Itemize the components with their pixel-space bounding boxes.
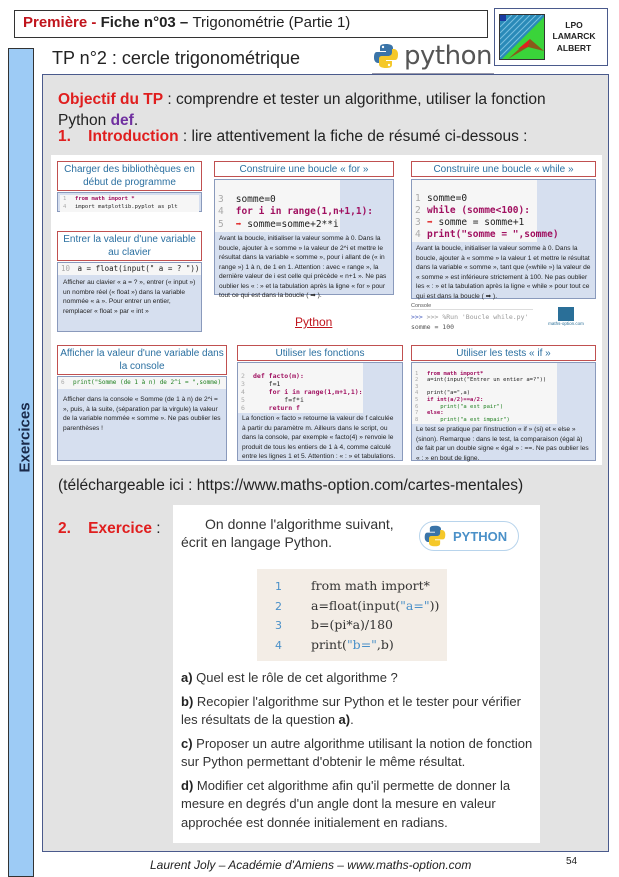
summary-sheet	[51, 155, 602, 465]
introduction-heading: 1. Introduction : lire attentivement la fiche de résumé ci-dessous :	[58, 128, 528, 145]
level-label: Première	[23, 14, 88, 31]
python-badge	[419, 521, 519, 551]
console-command: >>> %Run 'Boucle while.py'	[426, 313, 529, 321]
python-snake-icon	[372, 42, 400, 70]
exercise-questions	[181, 669, 536, 837]
card-desc-while: Avant la boucle, initialiser la valeur somme à 0. Dans la boucle, ajouter à « somme » la valeur 1 et mettre le résultat dans la variable « somme », tant que («while ») la valeur de « somme » est inférieure strictement à 100. Ne pas oublier les « : » et la tabulation après la ligne « while » pour tout ce qui est dans la boucle ( ➡ ).	[416, 245, 591, 300]
main-panel	[42, 74, 609, 852]
question-a: a) Quel est le rôle de cet algorithme ?	[181, 670, 398, 685]
school-name-line2: ALBERT	[556, 42, 592, 53]
def-keyword: def	[110, 112, 134, 129]
card-desc-print: Afficher dans la console « Somme (de 1 à n) de 2^i = », puis, à la suite, (séparation par la virgule) la valeur de la variable nommée « somme ». Ne pas oublier les parenthèses !	[63, 396, 221, 432]
exercise-panel	[173, 505, 540, 843]
card-body-libraries: 1 from math import * 4 import matplotlib.pyplot as plt	[57, 192, 202, 212]
tp-title: TP n°2 : cercle trigonométrique	[52, 48, 300, 68]
card-body-while: 1 somme=0 2 while (somme<100): 3 ➡ somme = somme+1 4 print("somme = ",somme) Avant la boucle, initialiser la valeur somme à 0. Dans la boucle, ajouter à « somme » la valeur 1 et mettre le résultat dans la variable « somme », tant que («while ») la valeur de « somme » est inférieure strictement à 100. Ne pas oublier les « : » et la tabulation après la ligne « while » pour tout ce qui est dans la boucle ( ➡ ).	[411, 179, 596, 299]
python-logo	[372, 38, 494, 74]
card-title-for: Construire une boucle « for »	[214, 161, 394, 177]
card-desc-functions: La fonction « facto » retourne la valeur de f calculée à partir du paramètre m. Ailleurs dans le script, ou dans la console, par exemple « facto(4) » renvoie le produit de tous les entiers de 1 à 4, comme calculé entre les lignes 1 et 5. Attention : « : » et tabulations.	[242, 415, 396, 460]
school-name-line1: LPO LAMARCK	[552, 20, 596, 42]
introduction-label: Introduction	[88, 128, 179, 145]
card-body-functions: 2 def facto(m): 3 f=1 4 for i in range(1,m+1,1): 5 f=f*i 6 return f La fonction « facto » retourne la valeur de f calculée à partir du paramètre m. Ailleurs dans le script, ou dans la console, par exemple « facto(4) » renvoie le produit de tous les entiers de 1 à 4, comme calculé entre les lignes 1 et 5. Attention : « : » et tabulations.	[237, 362, 403, 461]
sidebar-label: Exercices	[16, 402, 34, 473]
exercise-intro: On donne l'algorithme suivant, écrit en langage Python.	[181, 516, 394, 550]
tab-arrow-icon: ➡	[427, 217, 433, 228]
card-title-while: Construire une boucle « while »	[411, 161, 596, 177]
card-desc-if: Le test se pratique par l'instruction « if » (si) et « else » (sinon). Remarque : dans le test, la comparaison (égal à) de fait par un double signe « égal » : ==. Ne pas oublier les « : » en bout de ligne.	[416, 426, 589, 462]
objective-label: Objectif du TP	[58, 91, 164, 108]
exercise-heading: 2. Exercice :	[58, 520, 161, 537]
card-body-input: 10 a = float(input(" a = ? ")) Afficher au clavier « a = ? », entrer (« input ») un nombre réel (« float ») dans la variable nommée « a ». Pour entrer un entier, remplacer « float » par « int »	[57, 262, 202, 332]
footer-credit: Laurent Joly – Académie d'Amiens – www.maths-option.com	[150, 858, 472, 872]
document-header: Première - Fiche n°03 – Trigonométrie (Partie 1)	[14, 10, 488, 38]
school-logo-icon	[499, 14, 545, 60]
objective-paragraph: Objectif du TP : comprendre et tester un algorithme, utiliser la fonction Python def.	[58, 91, 546, 129]
card-title-print: Afficher la valeur d'une variable dans la console	[57, 345, 227, 375]
python-badge-label: PYTHON	[453, 528, 508, 544]
page-number: 54	[566, 856, 578, 867]
card-body-print: 6 print("Somme (de 1 à n) de 2^i = ",somme) Afficher dans la console « Somme (de 1 à n) de 2^i = », puis, à la suite, (séparation par la virgule) la valeur de la variable nommée « somme ». Ne pas oublier les parenthèses !	[57, 376, 227, 461]
card-title-if: Utiliser les tests « if »	[411, 345, 596, 361]
card-body-for: 3 somme=0 4 for i in range(1,n+1,1): 5 ➡ somme=somme+2**i Avant la boucle, initialiser la valeur somme à 0. Dans la boucle, ajouter à « somme » la valeur de 2^i et mettre le résultat dans la variable « somme », pour i allant de (« in range ») 1 à n, de 1 en 1. Attention : avec « range », la dernière valeur de i est celle qui précède « n+1 ». Ne pas oublier les « : » et la tabulation après la ligne « for » pour tout ce qui est dans la boucle ( ➡ ).	[214, 179, 394, 295]
card-desc-input: Afficher au clavier « a = ? », entrer (« input ») un nombre réel (« float ») dans la variable nommée « a ». Pour entrer un entier, remplacer « float » par « int »	[63, 279, 196, 315]
maths-option-logo: maths-option.com	[546, 307, 586, 326]
card-desc-for: Avant la boucle, initialiser la valeur somme à 0. Dans la boucle, ajouter à « somme » la valeur de 2^i et mettre le résultat dans la variable « somme », pour i allant de (« in range ») 1 à n, de 1 en 1. Attention : avec « range », la dernière valeur de i est celle qui précède « n+1 ». Ne pas oublier les « : » et la tabulation après la ligne « for » pour tout ce qui est dans la boucle ( ➡ ).	[219, 235, 387, 299]
console-output: somme = 100	[411, 323, 455, 331]
question-c: c) Proposer un autre algorithme utilisant la notion de fonction sur Python permettant d'obtenir le même résultat.	[181, 735, 533, 769]
python-wordmark: python	[404, 40, 492, 71]
card-body-if: 1 from math import* 2 a=int(input("Entrer un entier a=?")) 3 4 print("a=",a) 5 if int(a/2)==a/2: 6 print("a est pair") 7 else: 8 print("a est impair") Le test se pratique par l'instruction « if » (si) et « else » (sinon). Remarque : dans le test, la comparaison (égal à) de fait par un double signe « égal » : ==. Ne pas oublier les « : » en bout de ligne.	[411, 362, 596, 461]
card-title-functions: Utiliser les fonctions	[237, 345, 403, 361]
question-b: b) Recopier l'algorithme sur Python et le tester pour vérifier les résultats de la question a).	[181, 693, 521, 727]
card-title-libraries: Charger des bibliothèques en début de programme	[57, 161, 202, 191]
section-sidebar	[8, 48, 34, 877]
console-preview: Console >>> >>> %Run 'Boucle while.py' somme = 100	[411, 303, 533, 351]
fiche-number: Fiche n°03	[100, 14, 176, 31]
question-d: d) Modifier cet algorithme afin qu'il permette de donner la mesure en degrés d'un angle dont la mesure en valeur approchée est donnée initialement en radians.	[181, 777, 511, 830]
python-snake-icon	[423, 524, 447, 548]
tab-arrow-icon: ➡	[235, 218, 242, 230]
maths-option-icon	[558, 307, 574, 321]
exercise-code-block: 1 from math import* 2 a=float(input("a=")) 3 b=(pi*a)/180 4 print("b=",b)	[257, 569, 447, 661]
download-link-text[interactable]: (téléchargeable ici : https://www.maths-option.com/cartes-mentales)	[58, 477, 524, 494]
card-title-input: Entrer la valeur d'une variable au clavier	[57, 231, 202, 261]
school-logo	[494, 8, 608, 66]
topic-title: Trigonométrie (Partie 1)	[192, 14, 351, 31]
python-link[interactable]: Python	[295, 315, 333, 329]
exercise-label: Exercice	[88, 520, 152, 537]
console-tab: Console	[411, 303, 533, 310]
